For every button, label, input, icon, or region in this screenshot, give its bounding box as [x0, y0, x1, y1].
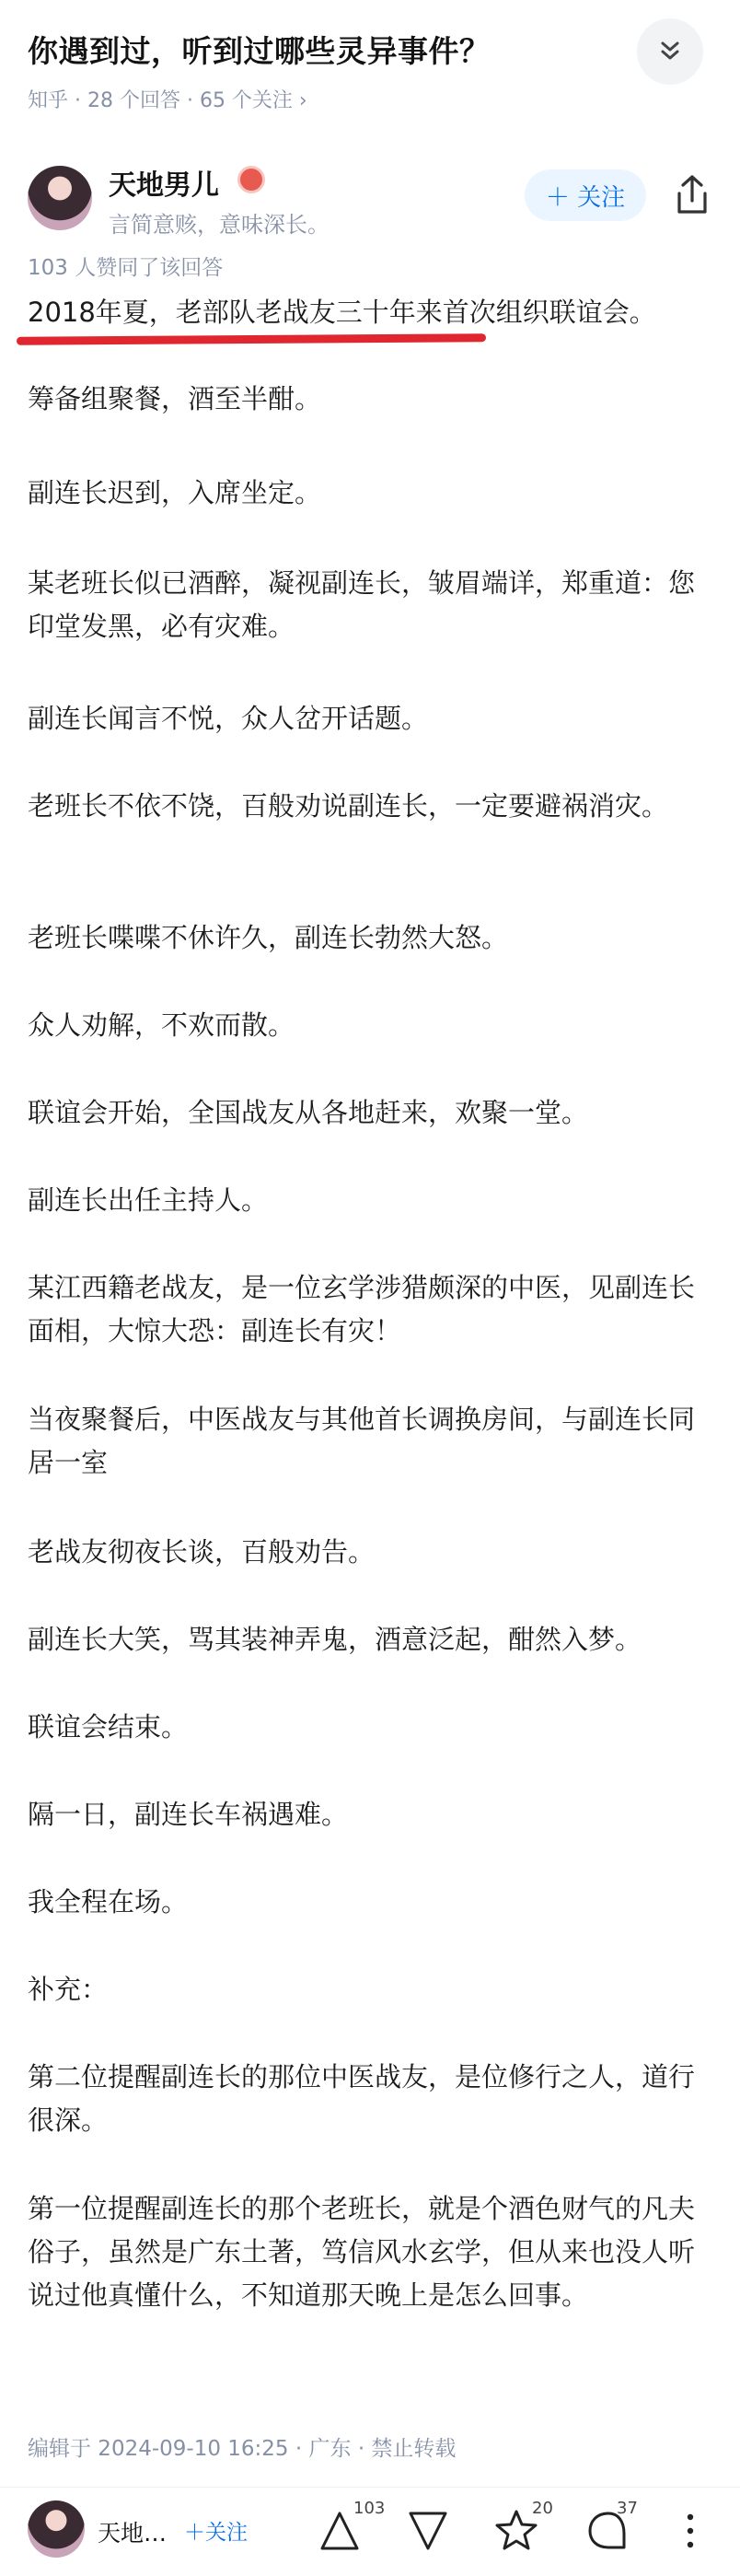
double-chevron-down-icon — [656, 38, 684, 65]
paragraph: 补充： — [28, 1974, 109, 2005]
paragraph: 2018年夏，老部队老战友三十年来首次组织联谊会。 — [28, 297, 656, 328]
paragraph: 当夜聚餐后，中医战友与其他首长调换房间，与副连长同居一室 — [28, 1404, 696, 1478]
paragraph: 老班长不依不饶，百般劝说副连长，一定要避祸消灾。 — [28, 790, 669, 822]
paragraph: 联谊会开始，全国战友从各地赶来，欢聚一堂。 — [28, 1097, 589, 1128]
author-name[interactable]: 天地男儿 — [109, 169, 219, 202]
comment-count: 37 — [617, 2499, 638, 2518]
downvote-icon — [405, 2506, 451, 2556]
share-button[interactable] — [672, 173, 712, 217]
paragraph: 筹备组聚餐，酒至半酣。 — [28, 383, 322, 414]
edit-info: 编辑于 2024-09-10 16:25 · 广东 · 禁止转载 — [28, 2437, 457, 2461]
bottom-author-avatar[interactable] — [28, 2500, 85, 2558]
paragraph: 隔一日，副连长车祸遇难。 — [28, 1799, 349, 1830]
favorite-count: 20 — [532, 2499, 553, 2518]
author-bar — [0, 155, 740, 247]
paragraph: 老班长喋喋不休许久，副连长勃然大怒。 — [28, 922, 509, 953]
more-options-button[interactable] — [672, 2506, 718, 2556]
paragraph: 第二位提醒副连长的那位中医战友，是位修行之人，道行很深。 — [28, 2061, 696, 2136]
question-meta[interactable]: 知乎 · 28 个回答 · 65 个关注 › — [28, 89, 307, 112]
bottom-author-name[interactable]: 天地… — [98, 2520, 168, 2547]
share-icon — [672, 173, 712, 217]
paragraph: 联谊会结束。 — [28, 1711, 189, 1743]
author-avatar[interactable] — [28, 166, 92, 230]
paragraph: 副连长出任主持人。 — [28, 1184, 269, 1216]
bottom-action-bar — [0, 2487, 740, 2576]
author-badge-icon — [237, 166, 265, 193]
upvote-count: 103 — [353, 2499, 386, 2518]
question-title[interactable]: 你遇到过，听到过哪些灵异事件？ — [28, 33, 491, 69]
downvote-button[interactable] — [405, 2506, 451, 2556]
paragraph: 副连长大笑，骂其装神弄鬼，酒意泛起，酣然入梦。 — [28, 1624, 642, 1655]
votes-note: 103 人赞同了该回答 — [28, 256, 224, 280]
collapse-button[interactable] — [637, 18, 703, 85]
red-underline-annotation — [17, 333, 486, 345]
paragraph: 副连长闻言不悦，众人岔开话题。 — [28, 703, 429, 734]
paragraph: 众人劝解，不欢而散。 — [28, 1009, 295, 1041]
follow-button[interactable]: ＋ 关注 — [525, 169, 646, 221]
paragraph: 我全程在场。 — [28, 1886, 189, 1917]
paragraph: 副连长迟到，入席坐定。 — [28, 477, 322, 508]
bottom-follow-button[interactable]: ＋关注 — [184, 2521, 248, 2545]
more-vertical-icon — [672, 2506, 718, 2556]
paragraph: 某老班长似已酒醉，凝视副连长，皱眉端详，郑重道：您印堂发黑，必有灾难。 — [28, 567, 696, 642]
question-header — [0, 0, 740, 138]
paragraph: 某江西籍老战友，是一位玄学涉猎颇深的中医，见副连长面相，大惊大恐：副连长有灾！ — [28, 1272, 696, 1346]
paragraph: 老战友彻夜长谈，百般劝告。 — [28, 1536, 376, 1568]
author-bio: 言简意赅，意味深长。 — [109, 212, 330, 238]
paragraph: 第一位提醒副连长的那个老班长，就是个酒色财气的凡夫俗子，虽然是广东土著，笃信风水玄学，但从来也没人听说过他真懂什么，不知道那天晚上是怎么回事。 — [28, 2193, 696, 2311]
